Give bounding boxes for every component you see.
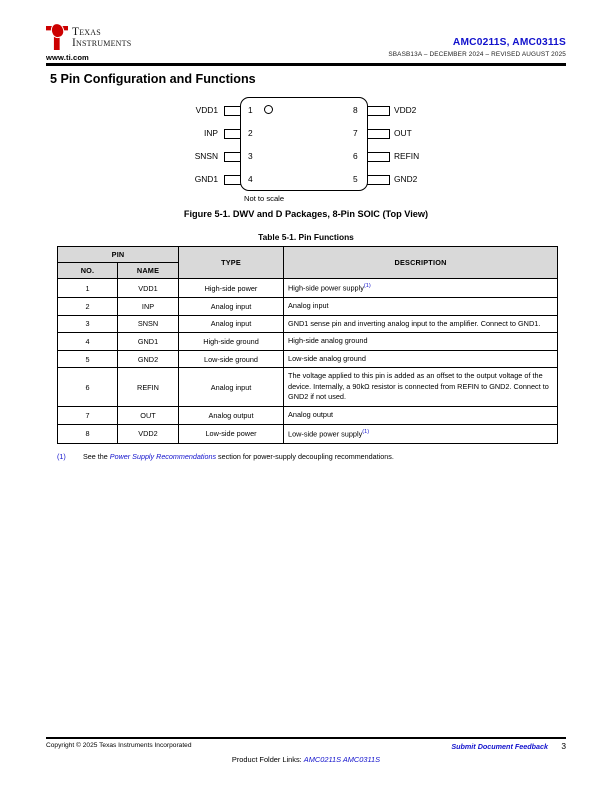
table-row [58, 279, 558, 298]
pin-number-7: 7 [353, 128, 358, 138]
pin-configuration-diagram [186, 97, 426, 205]
pin-functions-table-body [58, 279, 558, 444]
column-header-name: NAME [118, 263, 179, 279]
pin-number-4: 4 [248, 174, 253, 184]
pin-label-gnd2: GND2 [394, 174, 418, 184]
pin-label-inp: INP [204, 128, 218, 138]
footnote-text-after: section for power-supply decoupling recommendations. [216, 452, 394, 461]
not-to-scale-note: Not to scale [244, 194, 285, 203]
header-divider [46, 63, 566, 66]
header-part-numbers[interactable]: AMC0211S, AMC0311S [452, 37, 566, 48]
submit-document-feedback-link[interactable]: Submit Document Feedback [451, 742, 548, 751]
pin-number-5: 5 [353, 174, 358, 184]
cell-pin-type: Low-side power [179, 424, 284, 443]
cell-pin-description: The voltage applied to this pin is added as an offset to the output voltage of the device. Internally, a 90kΩ resistor is connected from REFIN to GND2. Connect to GND2 if not used. [284, 368, 558, 407]
cell-pin-type: Analog input [179, 298, 284, 316]
cell-pin-type: Analog input [179, 368, 284, 407]
cell-pin-name: INP [118, 298, 179, 316]
cell-pin-description: High-side power supply$^{(1)}$ [284, 279, 558, 298]
cell-pin-name: GND1 [118, 333, 179, 351]
cell-pin-number: 5 [58, 350, 118, 368]
product-folder-link-list[interactable]: AMC0211S AMC0311S [303, 755, 381, 764]
cell-pin-type: Analog input [179, 315, 284, 333]
pin-1-indicator-icon [264, 105, 273, 114]
cell-pin-number: 8 [58, 424, 118, 443]
column-header-description: DESCRIPTION [284, 247, 558, 279]
cell-pin-name: VDD2 [118, 424, 179, 443]
table-row [58, 333, 558, 351]
pin-label-vdd1: VDD1 [195, 105, 218, 115]
cell-pin-name: OUT [118, 407, 179, 425]
pin-number-1: 1 [248, 105, 253, 115]
pin-number-3: 3 [248, 151, 253, 161]
page-title: 5 Pin Configuration and Functions [50, 72, 256, 86]
cell-pin-type: Analog output [179, 407, 284, 425]
pin-label-gnd1: GND1 [194, 174, 218, 184]
ti-wordmark-line2: Instruments [72, 36, 132, 49]
cell-pin-type: Low-side ground [179, 350, 284, 368]
cell-pin-description: Analog input [284, 298, 558, 316]
table-row [58, 407, 558, 425]
footnote-number: (1) [57, 452, 66, 461]
table-footnote [57, 452, 562, 461]
table-row [58, 315, 558, 333]
table-row [58, 368, 558, 407]
page-header [46, 26, 566, 64]
copyright-notice: Copyright © 2025 Texas Instruments Incorporated [46, 742, 192, 749]
cell-pin-description: High-side analog ground [284, 333, 558, 351]
cell-pin-name: VDD1 [118, 279, 179, 298]
ti-logo [46, 26, 131, 50]
product-folder-links [0, 755, 612, 764]
table-row [58, 424, 558, 443]
cell-pin-number: 1 [58, 279, 118, 298]
cell-pin-description: GND1 sense pin and inverting analog input to the amplifier. Connect to GND1. [284, 315, 558, 333]
figure-caption: Figure 5-1. DWV and D Packages, 8-Pin SOIC (Top View) [183, 209, 429, 219]
footnote-reference[interactable]: (1) [363, 283, 371, 289]
ti-website-link[interactable]: www.ti.com [46, 53, 89, 62]
pin-number-8: 8 [353, 105, 358, 115]
table-row [58, 350, 558, 368]
cell-pin-name: REFIN [118, 368, 179, 407]
header-document-id: SBASB13A – DECEMBER 2024 – REVISED AUGUST 2025 [388, 50, 566, 58]
cell-pin-number: 2 [58, 298, 118, 316]
texas-instruments-logo-icon [46, 26, 68, 50]
header-document-info [388, 37, 566, 58]
column-header-pin: PIN [58, 247, 179, 263]
cell-pin-description: Low-side power supply$^{(1)}$ [284, 424, 558, 443]
cell-pin-description: Low-side analog ground [284, 350, 558, 368]
cell-pin-name: GND2 [118, 350, 179, 368]
cell-pin-name: SNSN [118, 315, 179, 333]
cell-pin-description: Analog output [284, 407, 558, 425]
ti-wordmark [72, 26, 131, 48]
footnote-text-before: See the [83, 452, 110, 461]
page-footer [46, 742, 566, 754]
column-header-type: TYPE [179, 247, 284, 279]
cell-pin-number: 7 [58, 407, 118, 425]
pin-label-out: OUT [394, 128, 412, 138]
package-body [240, 97, 368, 191]
pin-number-6: 6 [353, 151, 358, 161]
footer-divider [46, 737, 566, 739]
pin-number-2: 2 [248, 128, 253, 138]
cell-pin-type: High-side power [179, 279, 284, 298]
page-number: 3 [561, 741, 566, 751]
cell-pin-number: 6 [58, 368, 118, 407]
ti-wordmark-line1: Texas [72, 26, 101, 38]
table-row [58, 298, 558, 316]
pin-label-snsn: SNSN [194, 151, 218, 161]
pin-label-refin: REFIN [394, 151, 420, 161]
product-folder-label: Product Folder Links: [231, 755, 304, 764]
footnote-link-power-supply-recommendations[interactable]: Power Supply Recommendations [109, 452, 217, 461]
footnote-reference[interactable]: (1) [362, 428, 370, 435]
pin-label-vdd2: VDD2 [394, 105, 417, 115]
table-header-row-top [58, 247, 558, 263]
cell-pin-number: 4 [58, 333, 118, 351]
cell-pin-number: 3 [58, 315, 118, 333]
cell-pin-type: High-side ground [179, 333, 284, 351]
pin-functions-table [57, 246, 558, 444]
table-caption: Table 5-1. Pin Functions [258, 232, 354, 242]
column-header-no: NO. [58, 263, 118, 279]
